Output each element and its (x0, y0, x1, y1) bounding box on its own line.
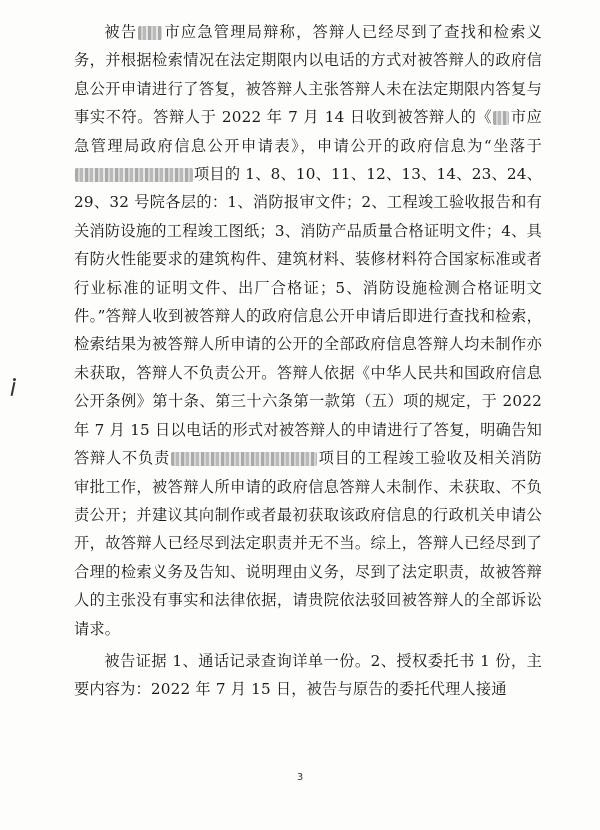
text-segment: 市应急管理局政府信息公开申请表》，申请公开的政府信息为“坐落于 (74, 108, 542, 155)
document-body (74, 18, 542, 704)
paragraph-evidence (74, 647, 542, 704)
redacted-project-location (75, 168, 193, 182)
redacted-city-name (493, 111, 509, 125)
margin-pen-mark (11, 382, 16, 396)
text-segment: 市应急管理局辩称，答辩人已经尽到了查找和检索义务，并根据检索情况在法定期限内以电话的方式对被答辩人的政府信息公开申请进行了答复，被答辩人主张答辩人未在法定期限内答复与事实不符。答辩人于 2022 年 7 月 14 日收到被答辩人的《 (74, 23, 542, 127)
page-number: 3 (296, 772, 304, 783)
redacted-city-name (138, 26, 162, 40)
text-segment: 项目的工程竣工验收及相关消防审批工作，被答辩人所申请的政府信息答辩人未制作、未获取、不负责公开；并建议其向制作或者最初获取该政府信息的行政机关申请公开，故答辩人已经尽到法定职责并无不当。综上，答辩人已经尽到了合理的检索义务及告知、说明理由义务，尽到了法定职责，故被答辩人的主张没有事实和法律依据，请贵院依法驳回被答辩人的全部诉讼请求。 (74, 449, 542, 638)
text-segment: 项目的 1、8、10、11、12、13、14、23、24、29、32 号院各层的：1、消防报审文件；2、工程竣工验收报告和有关消防设施的工程竣工图纸；3、消防产品质量合格证明文件；4、具有防火性能要求的建筑构件、建筑材料、装修材料符合国家标准或者行业标准的证明文件、出厂合格证；5、消防设施检测合格证明文件。”答辩人收到被答辩人的政府信息公开申请后即进行查找和检索，检索结果为被答辩人所申请的公开的全部政府信息答辩人均未制作亦未获取，答辩人不负责公开。答辩人依据《中华人民共和国政府信息公开条例》第十条、第三十六条第一款第（五）项的规定，于 2022 年 7 月 15 日以电话的形式对被答辩人的申请进行了答复，明确告知答辩人不负责 (74, 165, 542, 468)
paragraph-defense-statement (74, 18, 542, 643)
text-segment: 被告 (104, 23, 138, 41)
text-segment: 被告证据 1、通话记录查询详单一份。2、授权委托书 1 份，主要内容为：2022 年 7 月 15 日，被告与原告的委托代理人接通 (74, 651, 542, 699)
redacted-project-location (171, 452, 317, 466)
